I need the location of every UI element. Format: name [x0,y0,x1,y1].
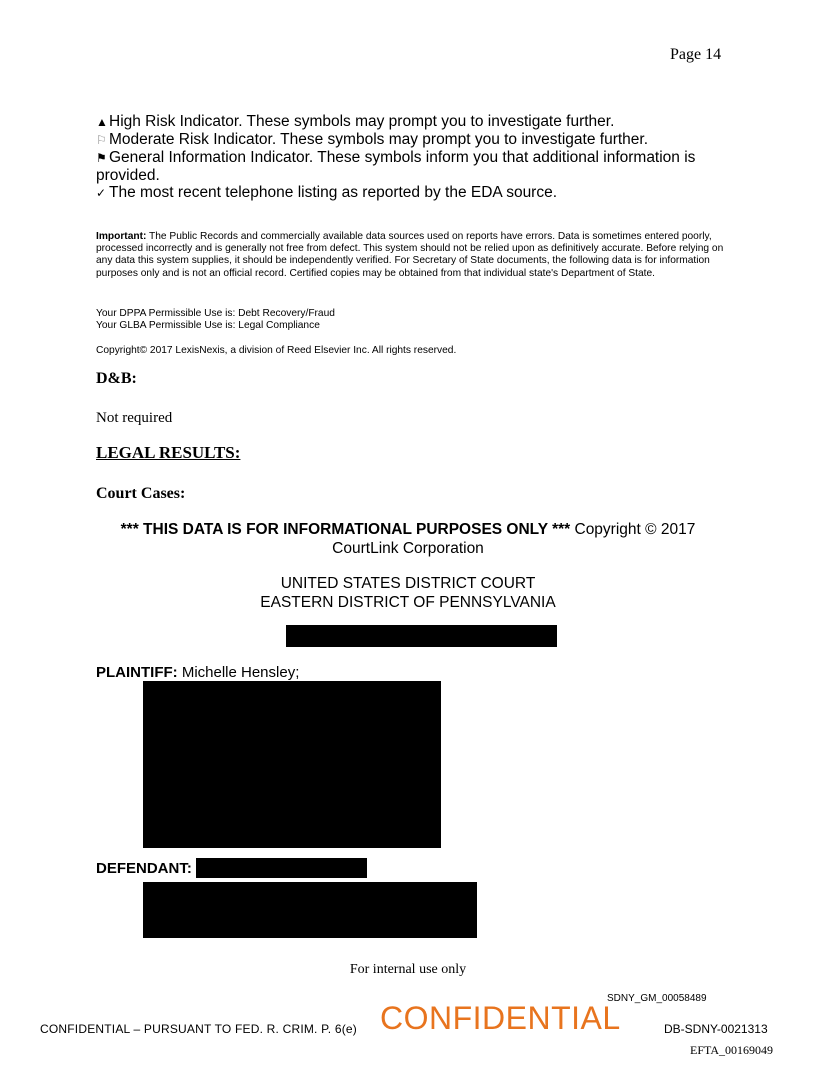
important-text: The Public Records and commercially available data sources used on reports have errors. Data is sometimes entered poorly, processed incorrectly and is generally not free from defect. This system should not be relied upon as definitively accurate. Before relying on any data this system supplies, it should be independently verified. For Secretary of State documents, the following data is for information purposes only and is not an official record. Certified copies may be obtained from that individual state's Department of State. [96,231,724,279]
indicator-text: The most recent telephone listing as reported by the EDA source. [109,184,558,201]
dnb-value: Not required [96,410,173,426]
dppa-use: Your DPPA Permissible Use is: Debt Recovery/Fraud [96,308,335,319]
important-label: Important: [96,231,147,242]
page-number: Page 14 [670,46,722,63]
indicator-telephone [96,184,557,202]
court-cases-heading: Court Cases: [96,485,186,502]
glba-use: Your GLBA Permissible Use is: Legal Compliance [96,320,320,331]
dnb-heading: D&B: [96,370,137,387]
notice-bold: *** THIS DATA IS FOR INFORMATIONAL PURPOSES ONLY *** [120,521,571,538]
copyright-notice: Copyright© 2017 LexisNexis, a division of Reed Elsevier Inc. All rights reserved. [96,345,457,356]
defendant-line [96,860,192,877]
bates-db-sdny: DB-SDNY-0021313 [664,1022,768,1036]
flag-outline-icon: ⚐ [96,133,107,147]
confidential-grand-jury-notice: CONFIDENTIAL – PURSUANT TO FED. R. CRIM. P. 6(e) [40,1022,357,1036]
defendant-label: DEFENDANT: [96,860,192,877]
warning-triangle-icon: ▲ [96,115,108,129]
courtlink-notice [96,520,720,558]
court-line-2: EASTERN DISTRICT OF PENNSYLVANIA [260,594,556,611]
efta-number: EFTA_00169049 [690,1043,774,1057]
indicator-moderate-risk [96,131,648,149]
court-line-1: UNITED STATES DISTRICT COURT [280,575,536,592]
confidential-stamp: CONFIDENTIAL [380,1000,621,1036]
flag-icon: ⚑ [96,151,107,165]
internal-use-footer: For internal use only [349,962,467,977]
redaction-defendant-details [143,882,477,938]
legal-results-heading: LEGAL RESULTS: [96,443,241,462]
indicator-text: General Information Indicator. These symbols inform you that additional information is provided. [96,149,696,184]
court-name [96,574,720,612]
plaintiff-line [96,664,299,681]
indicator-general-info [96,149,726,185]
indicator-text: High Risk Indicator. These symbols may prompt you to investigate further. [109,113,615,130]
indicator-high-risk [96,113,614,131]
bates-sdny-gm: SDNY_GM_00058489 [607,993,707,1004]
plaintiff-value: Michelle Hensley; [177,664,300,681]
redaction-defendant-name [196,858,367,878]
redaction-case-number [286,625,557,647]
plaintiff-label: PLAINTIFF: [96,664,178,681]
notice-rest: Copyright © 2017 CourtLink Corporation [332,521,696,557]
indicator-text: Moderate Risk Indicator. These symbols may prompt you to investigate further. [109,131,649,148]
important-disclaimer [96,231,726,280]
redaction-plaintiff-details [143,681,441,848]
checkmark-icon: ✓ [96,186,107,200]
